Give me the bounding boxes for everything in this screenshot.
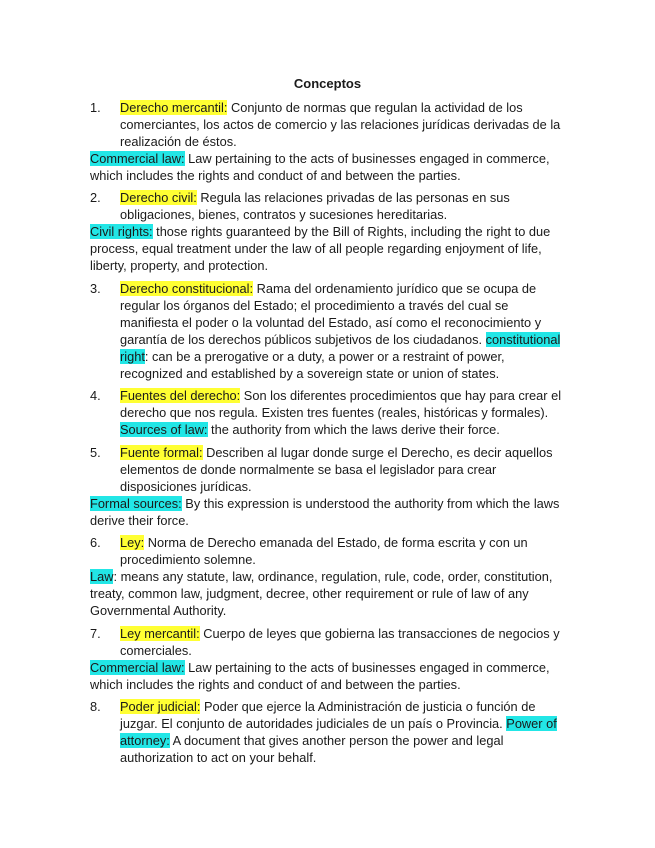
english-term: Sources of law:: [120, 421, 208, 437]
english-term: Formal sources:: [90, 495, 182, 511]
combined-definition: [120, 699, 568, 767]
concept-item-2: [90, 190, 568, 275]
spanish-term: Ley:: [120, 535, 145, 550]
item-number: 1.: [90, 100, 101, 115]
spanish-term: Poder judicial:: [120, 699, 201, 714]
english-definition: [90, 569, 568, 620]
spanish-text: Conjunto de normas que regulan la actividad de los comerciantes, los actos de comercio y las relaciones jurídicas derivadas de la realización de éstos.: [120, 100, 561, 149]
spanish-definition: [120, 190, 568, 224]
english-term: Power of attorney:: [120, 715, 557, 748]
english-text: those rights guaranteed by the Bill of Rights, including the right to due process, equal treatment under the law of all people regarding enjoyment of life, liberty, property, and protection.: [90, 223, 551, 273]
spanish-term: Ley mercantil:: [120, 626, 200, 641]
spanish-definition: [120, 626, 568, 660]
spanish-term: Derecho mercantil:: [120, 100, 228, 115]
concept-item-3: [90, 281, 568, 382]
spanish-term: Fuentes del derecho:: [120, 388, 241, 403]
english-definition: [90, 151, 568, 185]
english-text: : means any statute, law, ordinance, regulation, rule, code, order, constitution, treaty, common law, judgment, decree, other requirement or rule of law of any Governmental Authority.: [90, 568, 553, 618]
english-definition: [90, 224, 568, 275]
spanish-definition: [120, 535, 568, 569]
item-number: 4.: [90, 388, 101, 403]
english-text: Law pertaining to the acts of businesses engaged in commerce, which includes the rights and conduct of and between the parties.: [90, 659, 550, 692]
combined-definition: [120, 281, 568, 382]
page-title: Conceptos: [293, 76, 362, 91]
spanish-text: Cuerpo de leyes que gobierna las transacciones de negocios y comerciales.: [120, 626, 560, 658]
concept-item-5: [90, 445, 568, 530]
english-text: Law pertaining to the acts of businesses engaged in commerce, which includes the rights and conduct of and between the parties.: [90, 150, 550, 183]
english-definition: [90, 660, 568, 694]
english-term: Law: [90, 568, 114, 584]
item-number: 6.: [90, 535, 101, 550]
spanish-text: Son los diferentes procedimientos que hay para crear el derecho que nos regula. Existen tres fuentes (reales, históricas y formales).: [120, 388, 562, 420]
english-term: Commercial law:: [90, 150, 185, 166]
english-definition: [90, 496, 568, 530]
english-text: A document that gives another person the power and legal authorization to act on your behalf.: [120, 732, 504, 765]
combined-definition: [120, 388, 568, 439]
english-term: constitutional right: [120, 331, 561, 364]
item-number: 8.: [90, 699, 101, 714]
spanish-text: Norma de Derecho emanada del Estado, de forma escrita y con un procedimiento solemne.: [120, 535, 528, 567]
spanish-term: Derecho constitucional:: [120, 281, 254, 296]
item-number: 7.: [90, 626, 101, 641]
spanish-text: Rama del ordenamiento jurídico que se ocupa de regular los órganos del Estado; el procedimiento a través del cual se manifiesta el poder o la voluntad del Estado, así como el reconocimiento y garantía de los derechos públicos subjetivos de los ciudadanos.: [120, 281, 542, 347]
english-term: Commercial law:: [90, 659, 185, 675]
concept-item-8: [90, 699, 568, 767]
spanish-text: Describen al lugar donde surge el Derecho, es decir aquellos elementos de donde normalmente se basa el legislador para crear disposiciones jurídicas.: [120, 445, 553, 494]
item-number: 5.: [90, 445, 101, 460]
concept-item-4: [90, 388, 568, 439]
english-text: : can be a prerogative or a duty, a power or a restraint of power, recognized and established by a sovereign state or union of states.: [120, 348, 505, 381]
spanish-text: Poder que ejerce la Administración de justicia o función de juzgar. El conjunto de autoridades judiciales de un país o Provincia.: [120, 699, 536, 731]
spanish-definition: [120, 445, 568, 496]
english-text: By this expression is understood the authority from which the laws derive their force.: [90, 495, 560, 528]
item-number: 3.: [90, 281, 101, 296]
item-number: 2.: [90, 190, 101, 205]
spanish-term: Derecho civil:: [120, 190, 197, 205]
english-term: Civil rights:: [90, 223, 153, 239]
spanish-term: Fuente formal:: [120, 445, 203, 460]
spanish-definition: [120, 100, 568, 151]
concept-item-7: [90, 626, 568, 694]
spanish-text: Regula las relaciones privadas de las personas en sus obligaciones, bienes, contratos y sucesiones hereditarias.: [120, 190, 510, 222]
concept-item-6: [90, 535, 568, 620]
english-text: the authority from which the laws derive their force.: [207, 421, 500, 437]
concept-item-1: [90, 100, 568, 185]
